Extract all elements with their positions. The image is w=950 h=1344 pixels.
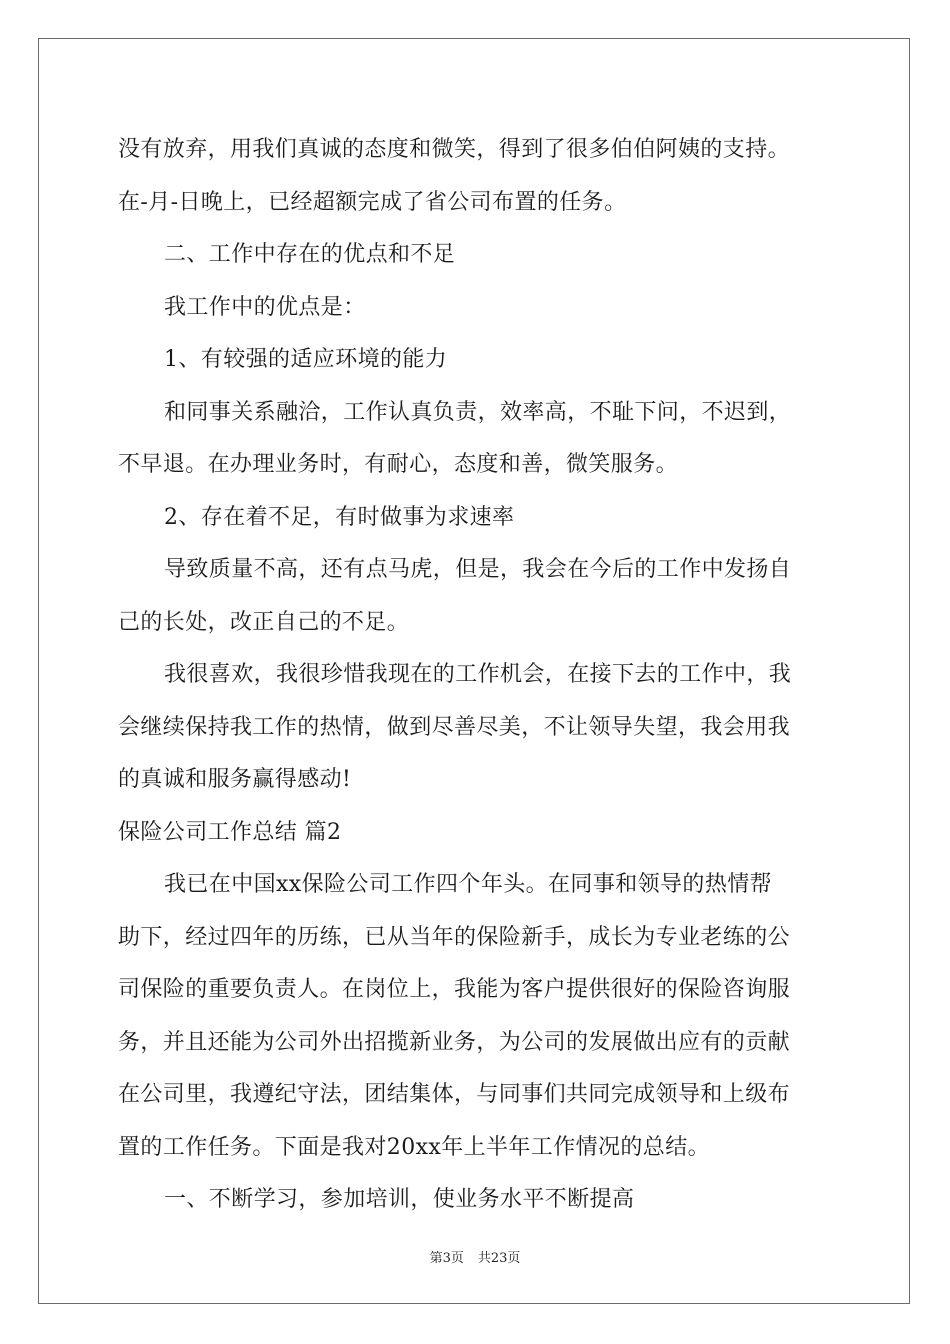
article-title: 保险公司工作总结 篇2 xyxy=(118,819,342,845)
text-line: 司保险的重要负责人。在岗位上，我能为客户提供很好的保险咨询服 xyxy=(118,977,791,1002)
text-line: 己的长处，改正自己的不足。 xyxy=(118,609,410,635)
text-line: 我已在中国xx保险公司工作四个年头。在同事和领导的热情帮 xyxy=(164,872,773,897)
text-line: 会继续保持我工作的热情，做到尽善尽美，不让领导失望，我会用我 xyxy=(118,714,791,740)
text-line: 务，并且还能为公司外出招揽新业务，为公司的发展做出应有的贡献 xyxy=(118,1029,791,1055)
text-line: 和同事关系融洽，工作认真负责，效率高，不耻下问，不迟到， xyxy=(164,399,792,425)
text-line: 不早退。在办理业务时，有耐心，态度和善，微笑服务。 xyxy=(118,452,679,477)
text-line: 的真诚和服务赢得感动! xyxy=(118,767,352,792)
section-heading: 一、不断学习，参加培训，使业务水平不断提高 xyxy=(164,1187,635,1212)
list-item: 2、存在着不足，有时做事为求速率 xyxy=(164,504,515,530)
text-line: 我很喜欢，我很珍惜我现在的工作机会，在接下去的工作中，我 xyxy=(164,662,792,687)
list-item: 1、有较强的适应环境的能力 xyxy=(164,347,448,372)
text-line: 置的工作任务。下面是我对20xx年上半年工作情况的总结。 xyxy=(118,1134,711,1160)
text-line: 我工作中的优点是： xyxy=(164,294,366,320)
page-number: 第3页 xyxy=(429,1251,464,1266)
text-line: 在公司里，我遵纪守法，团结集体，与同事们共同完成领导和上级布 xyxy=(118,1082,791,1107)
document-body xyxy=(118,124,833,1227)
text-line: 导致质量不高，还有点马虎，但是，我会在今后的工作中发扬自 xyxy=(164,557,792,582)
text-line: 没有放弃，用我们真诚的态度和微笑，得到了很多伯伯阿姨的支持。 xyxy=(118,137,791,162)
text-line: 在-月-日晚上，已经超额完成了省公司布置的任务。 xyxy=(118,189,627,215)
page-footer xyxy=(0,1247,950,1266)
section-heading: 二、工作中存在的优点和不足 xyxy=(164,242,456,267)
page-total: 共23页 xyxy=(477,1251,521,1266)
text-line: 助下，经过四年的历练，已从当年的保险新手，成长为专业老练的公 xyxy=(118,924,791,950)
